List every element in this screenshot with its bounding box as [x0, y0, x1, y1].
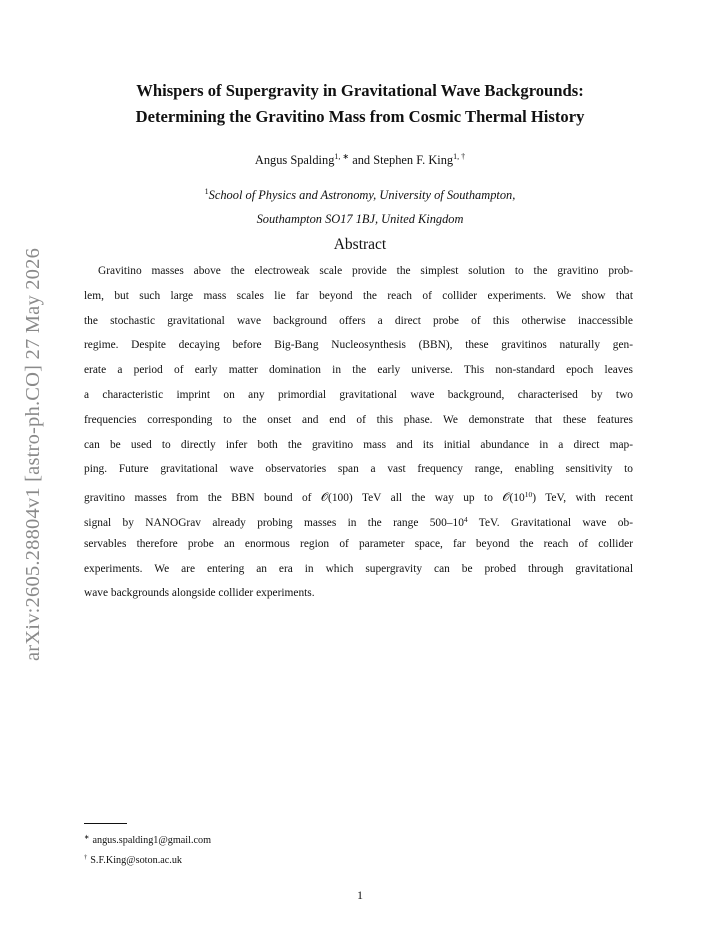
abstract-line: Gravitino masses above the electroweak scale provide the simplest solution to the gravitino prob-	[98, 265, 633, 277]
abstract-body	[84, 263, 633, 610]
affiliation-line-1: $^1$School of Physics and Astronomy, University of Southampton,	[204, 187, 516, 202]
arxiv-identifier-stamp	[18, 232, 50, 677]
abstract-line: lem, but such large mass scales lie far beyond the reach of collider experiments. We show that	[84, 289, 633, 302]
paper-title	[60, 78, 660, 130]
abstract-line: wave backgrounds alongside collider experiments.	[84, 587, 315, 600]
abstract-line: experiments. We are entering an era in which supergravity can be probed through gravitational	[84, 562, 633, 575]
abstract-line: ping. Future gravitational wave observatories span a vast frequency range, enabling sensitivity to	[84, 463, 633, 476]
abstract-line: frequencies corresponding to the onset and end of this phase. We demonstrate that these features	[84, 413, 633, 426]
author-affiliation-marker: 1, †	[453, 152, 466, 161]
abstract-line: signal by NANOGrav already probing masses in the range $500-10^4$ TeV. Gravitational wave ob-	[84, 514, 633, 529]
title-line-2: Determining the Gravitino Mass from Cosmic Thermal History	[135, 107, 585, 126]
author-affiliation-marker: 1, ∗	[334, 152, 350, 161]
footnote-item	[84, 829, 211, 849]
abstract-line: regime. Despite decaying before Big-Bang Nucleosynthesis (BBN), these gravitinos naturally gen-	[84, 339, 633, 352]
footnote-item	[84, 849, 211, 869]
arxiv-identifier-text: arXiv:2605.28804v1 [astro-ph.CO] 27 May 2026	[22, 247, 45, 662]
affiliation-marker: 1	[204, 187, 209, 196]
footnote-email: S.F.King@soton.ac.uk	[90, 855, 183, 866]
footnote-marker: †	[84, 854, 88, 861]
footnotes	[84, 829, 211, 869]
footnote-divider	[84, 823, 127, 824]
footnote-marker: ∗	[84, 834, 90, 841]
title-line-1: Whispers of Supergravity in Gravitational Wave Backgrounds:	[136, 81, 584, 100]
abstract-line: gravitino masses from the BBN bound of 𝒪(100) TeV all the way up to $𝒪(10^{10})$ TeV, with recent	[84, 490, 633, 505]
author-conjunction: and	[352, 153, 371, 167]
abstract-line: servables therefore probe an enormous region of parameter space, far beyond the reach of collider	[84, 537, 633, 550]
abstract-line: can be used to directly infer both the gravitino mass and its initial abundance in a direct map-	[84, 438, 633, 451]
author-list	[60, 152, 660, 168]
page-number: 1	[357, 888, 363, 902]
abstract-line: erate a period of early matter domination in the early universe. This non-standard epoch leaves	[84, 364, 633, 377]
affiliation	[60, 180, 660, 231]
affiliation-line-2: Southampton SO17 1BJ, United Kingdom	[256, 212, 464, 226]
author-name: Angus Spalding	[254, 153, 335, 167]
author-name: Stephen F. King	[373, 153, 454, 167]
footnote-email: angus.spalding1@gmail.com	[92, 835, 212, 846]
abstract-line: a characteristic imprint on any primordial gravitational wave background, characterised by two	[84, 388, 633, 401]
abstract-line: the stochastic gravitational wave background offers a direct probe of this otherwise inaccessible	[84, 314, 633, 327]
abstract-heading: Abstract	[333, 236, 387, 253]
